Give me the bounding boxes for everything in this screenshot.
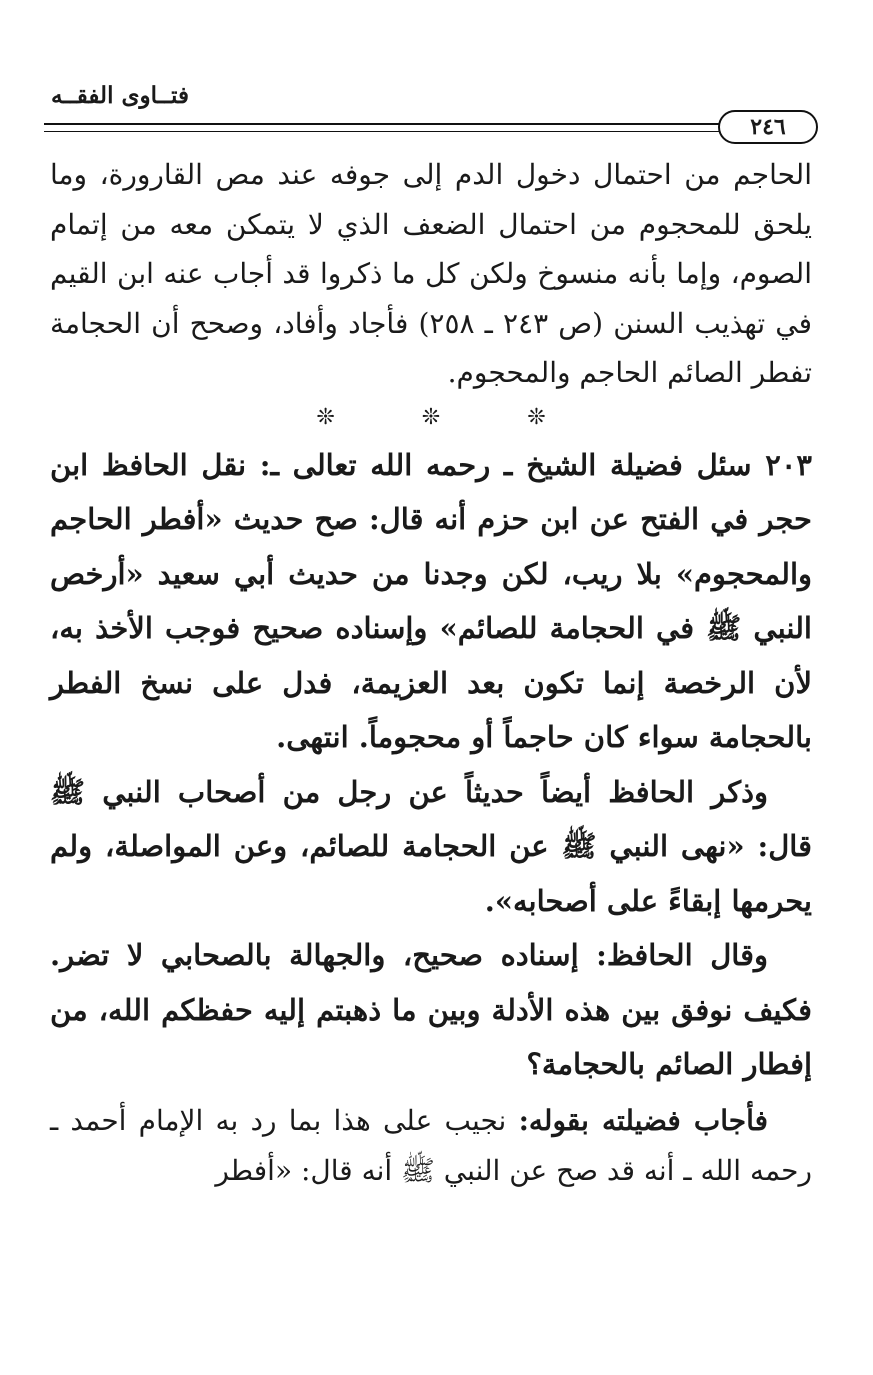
answer-paragraph	[50, 1096, 812, 1196]
answer-intro: فأجاب فضيلته بقوله:	[518, 1103, 768, 1137]
question-paragraph: ٢٠٣ سئل فضيلة الشيخ ـ رحمه الله تعالى ـ: نقل الحافظ ابن حجر في الفتح عن ابن حزم أنه قال: صح حديث «أفطر الحاجم والمحجوم» بلا ريب، لكن وجدنا من حديث أبي سعيد «أرخص النبي ﷺ في الحجامة للصائم» وإسناده صحيح فوجب الأخذ به، لأن الرخصة إنما تكون بعد العزيمة، فدل على نسخ الفطر بالحجامة سواء كان حاجماً أو محجوماً. انتهى.	[50, 447, 813, 754]
page-body	[50, 150, 812, 1196]
question-paragraph-2: وذكر الحافظ أيضاً حديثاً عن رجل من أصحاب النبي ﷺ قال: «نهى النبي ﷺ عن الحجامة للصائم، وعن المواصلة، ولم يحرمها إبقاءً على أصحابه».	[50, 774, 812, 918]
paragraph-continuation: الحاجم من احتمال دخول الدم إلى جوفه عند مص القارورة، وما يلحق للمحجوم من احتمال الضعف الذي لا يتمكن معه من إتمام الصوم، وإما بأنه منسوخ ولكن كل ما ذكروا قد أجاب عنه ابن القيم في تهذيب السنن (ص ٢٤٣ ـ ٢٥٨) فأجاد وأفاد، وصحح أن الحجامة تفطر الصائم الحاجم والمحجوم.	[50, 158, 812, 389]
question-paragraph-3: وقال الحافظ: إسناده صحيح، والجهالة بالصحابي لا تضر. فكيف نوفق بين هذه الأدلة وبين ما ذهبتم إليه حفظكم الله، من إفطار الصائم بالحجامة؟	[50, 938, 812, 1081]
page-number: ٢٤٦	[718, 110, 818, 144]
answer-text: نجيب على هذا بما رد به الإمام أحمد ـ رحمه الله ـ أنه قد صح عن النبي ﷺ أنه قال: «أفطر	[50, 1103, 812, 1187]
header-rule-bottom	[44, 131, 720, 132]
running-header-title: فتــاوى الفقــه	[50, 82, 189, 109]
section-separator: ❊ ❊ ❊	[316, 404, 586, 430]
header-rule-top	[44, 123, 720, 125]
